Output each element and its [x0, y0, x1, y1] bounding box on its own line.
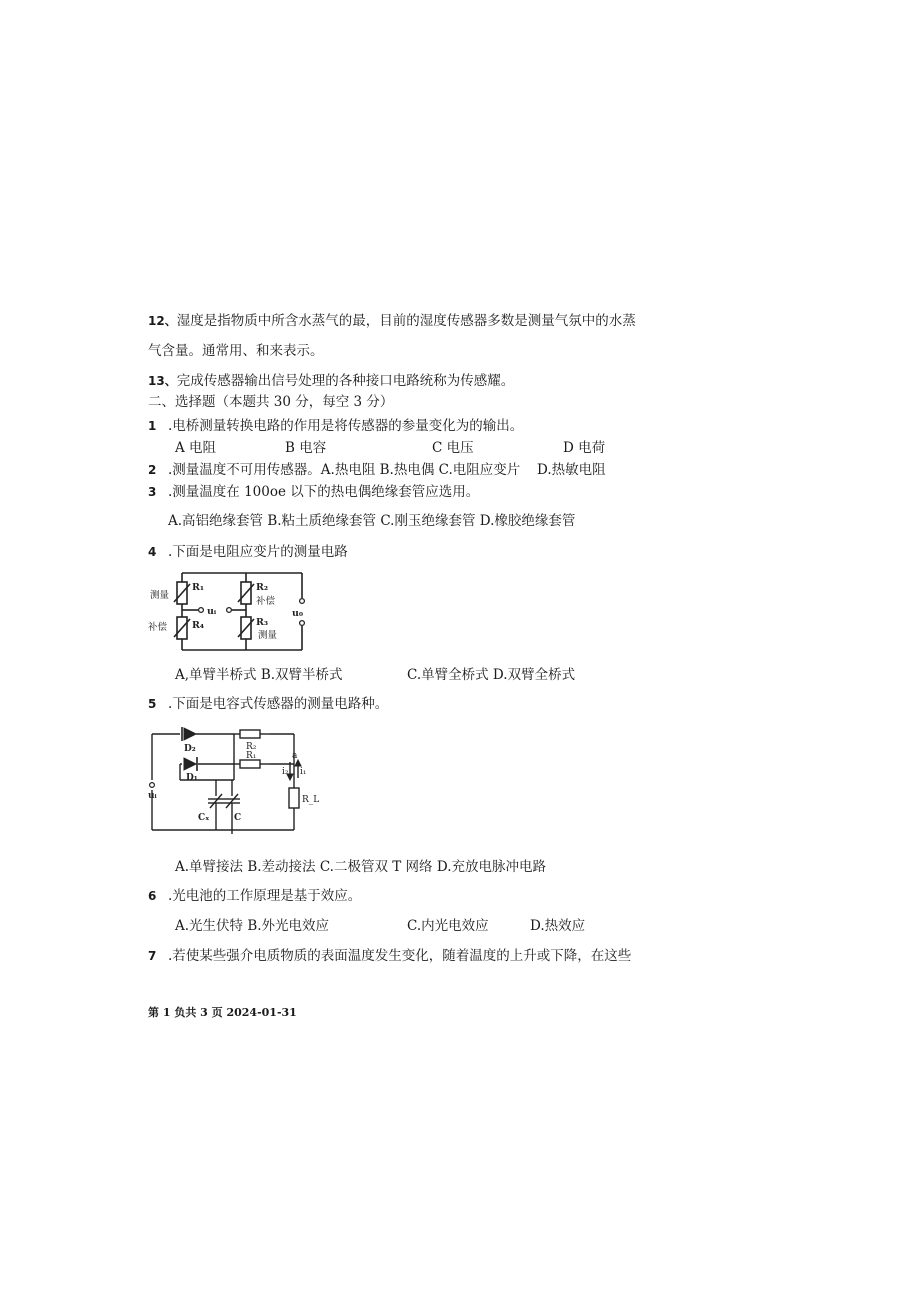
label-r2: R₂ [246, 742, 257, 752]
option-c: C 电压 [432, 440, 474, 456]
options-line: A.高铝绝缘套管 B.粘土质绝缘套管 C.刚玉绝缘套管 D.橡胶绝缘套管 [168, 513, 576, 529]
options-line: A.单臂接法 B.差动接法 C.二极管双 T 网络 D.充放电脉冲电路 [175, 859, 546, 875]
question-number: 2 [148, 463, 157, 477]
option-d: D.热效应 [530, 918, 586, 934]
question-6 [148, 887, 361, 905]
question-text: 气含量。通常用、和来表示。 [148, 343, 324, 359]
option-d: D 电荷 [563, 440, 606, 456]
question-text: .下面是电阻应变片的测量电路 [168, 544, 348, 560]
question-5 [148, 695, 388, 713]
label-rl: R_L [302, 795, 320, 805]
label-cx: Cₓ [198, 813, 210, 823]
question-number: 6 [148, 889, 157, 903]
section-title: 二、选择题（本题共 30 分，每空 3 分） [148, 394, 394, 410]
label-r2: R₂ [256, 582, 269, 593]
label-r1: R₁ [192, 582, 205, 593]
question-text: .光电池的工作原理是基于效应。 [168, 888, 362, 904]
label-measure: 测量 [258, 630, 278, 641]
label-uo: u₀ [292, 608, 304, 619]
label-ui: uᵢ [148, 791, 157, 801]
option-c: C.内光电效应 [407, 918, 489, 934]
question-12 [148, 312, 636, 330]
page-footer: 第 1 负共 3 页 2024-01-31 [148, 1006, 297, 1019]
options-right: C.单臂全桥式 D.双臂全桥式 [407, 667, 576, 683]
options-left: A,单臂半桥式 B.双臂半桥式 [175, 667, 343, 683]
label-ui: uᵢ [207, 606, 217, 617]
question-number: 3 [148, 485, 157, 499]
question-7 [148, 947, 631, 965]
label-d2: D₂ [184, 744, 196, 754]
label-compensation: 补偿 [256, 596, 276, 607]
question-text: .若使某些强介电质物质的表面温度发生变化，随着温度的上升或下降，在这些 [168, 948, 632, 964]
question-number: 1 [148, 419, 157, 433]
question-number: 13、 [148, 374, 177, 388]
question-3 [148, 483, 479, 501]
question-number: 12、 [148, 314, 177, 328]
question-4 [148, 543, 348, 561]
label-r4: R₄ [192, 620, 205, 631]
label-r1: R₁ [246, 751, 257, 761]
question-number: 7 [148, 949, 157, 963]
question-2 [148, 461, 520, 479]
question-number: 5 [148, 697, 157, 711]
diode-double-t-circuit [144, 722, 320, 834]
strain-gauge-bridge-circuit [146, 568, 310, 656]
label-i2: i₂ [282, 767, 289, 777]
question-text: 湿度是指物质中所含水蒸气的最，目前的湿度传感器多数是测量气氛中的水蒸 [176, 313, 636, 329]
question-text: .下面是电容式传感器的测量电路种。 [168, 696, 389, 712]
question-text: 完成传感器输出信号处理的各种接口电路统称为传感耀。 [176, 373, 515, 389]
question-1 [148, 417, 523, 435]
question-text: .测量温度在 100oe 以下的热电偶绝缘套管应选用。 [168, 484, 480, 500]
option-b: B 电容 [285, 440, 327, 456]
question-number: 4 [148, 545, 157, 559]
option-d: D.热敏电阻 [537, 462, 606, 478]
question-text: .电桥测量转换电路的作用是将传感器的参量变化为的输出。 [168, 418, 524, 434]
label-c: C [234, 813, 242, 823]
options-left: A.光生伏特 B.外光电效应 [175, 918, 330, 934]
label-compensation: 补偿 [148, 622, 168, 633]
label-r3: R₃ [256, 617, 269, 628]
label-i1: i₁ [300, 767, 307, 777]
question-text: .测量温度不可用传感器。A.热电阻 B.热电偶 C.电阻应变片 [168, 462, 521, 478]
label-a: a [292, 751, 298, 761]
option-a: A 电阻 [175, 440, 217, 456]
label-d1: D₁ [186, 773, 198, 783]
question-13 [148, 372, 514, 390]
question-12-continued [148, 342, 324, 360]
label-measure: 测量 [150, 590, 170, 601]
